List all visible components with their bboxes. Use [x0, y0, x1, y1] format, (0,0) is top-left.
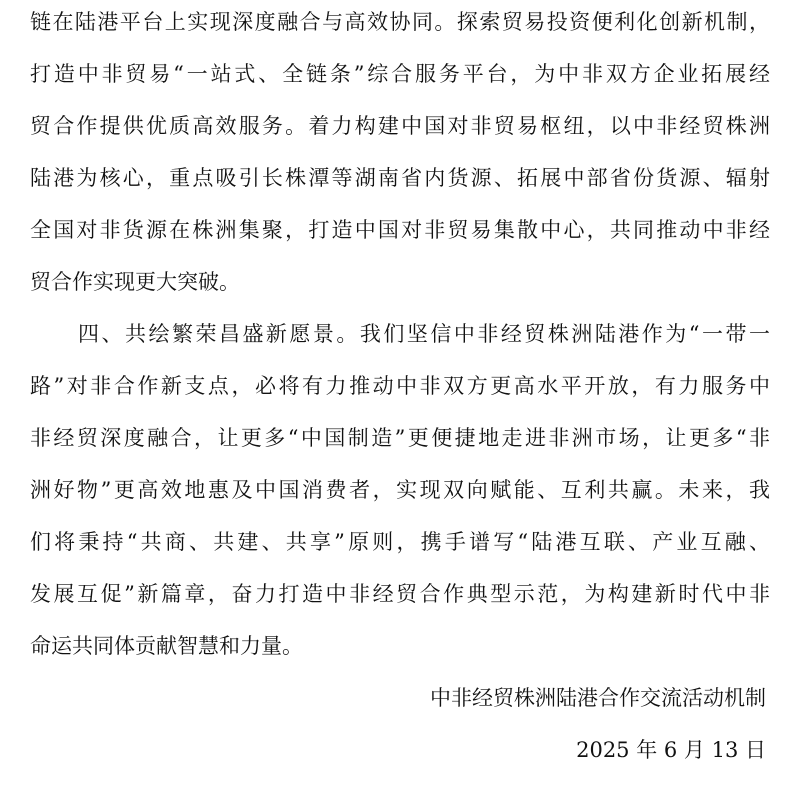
- body-line: 四、共绘繁荣昌盛新愿景。我们坚信中非经贸株洲陆港作为“一带一: [78, 322, 770, 346]
- body-line: 贸合作实现更大突破。: [30, 270, 240, 294]
- body-line: 们将秉持“共商、共建、共享”原则，携手谱写“陆港互联、产业互融、: [30, 530, 770, 554]
- body-line: 非经贸深度融合，让更多“中国制造”更便捷地走进非洲市场，让更多“非: [30, 426, 770, 450]
- paragraph-vision: [30, 308, 770, 672]
- document-page: [30, 0, 770, 776]
- body-line: 全国对非货源在株洲集聚，打造中国对非贸易集散中心，共同推动中非经: [30, 218, 770, 242]
- body-line: 发展互促”新篇章，奋力打造中非经贸合作典型示范，为构建新时代中非: [30, 582, 770, 606]
- body-line: 路”对非合作新支点，必将有力推动中非双方更高水平开放，有力服务中: [30, 374, 770, 398]
- body-line: 链在陆港平台上实现深度融合与高效协同。探索贸易投资便利化创新机制，: [30, 10, 770, 34]
- body-line: 打造中非贸易“一站式、全链条”综合服务平台，为中非双方企业拓展经: [30, 62, 770, 86]
- signature-block: [30, 672, 770, 776]
- body-line: 贸合作提供优质高效服务。着力构建中国对非贸易枢纽，以中非经贸株洲: [30, 114, 770, 138]
- body-line: 洲好物”更高效地惠及中国消费者，实现双向赋能、互利共赢。未来，我: [30, 478, 770, 502]
- signature-organization: 中非经贸株洲陆港合作交流活动机制: [430, 686, 766, 710]
- body-line: 命运共同体贡献智慧和力量。: [30, 634, 303, 658]
- body-line: 陆港为核心，重点吸引长株潭等湖南省内货源、拓展中部省份货源、辐射: [30, 166, 770, 190]
- signature-date: 2025 年 6 月 13 日: [576, 738, 766, 762]
- paragraph-trade-hub: [30, 0, 770, 308]
